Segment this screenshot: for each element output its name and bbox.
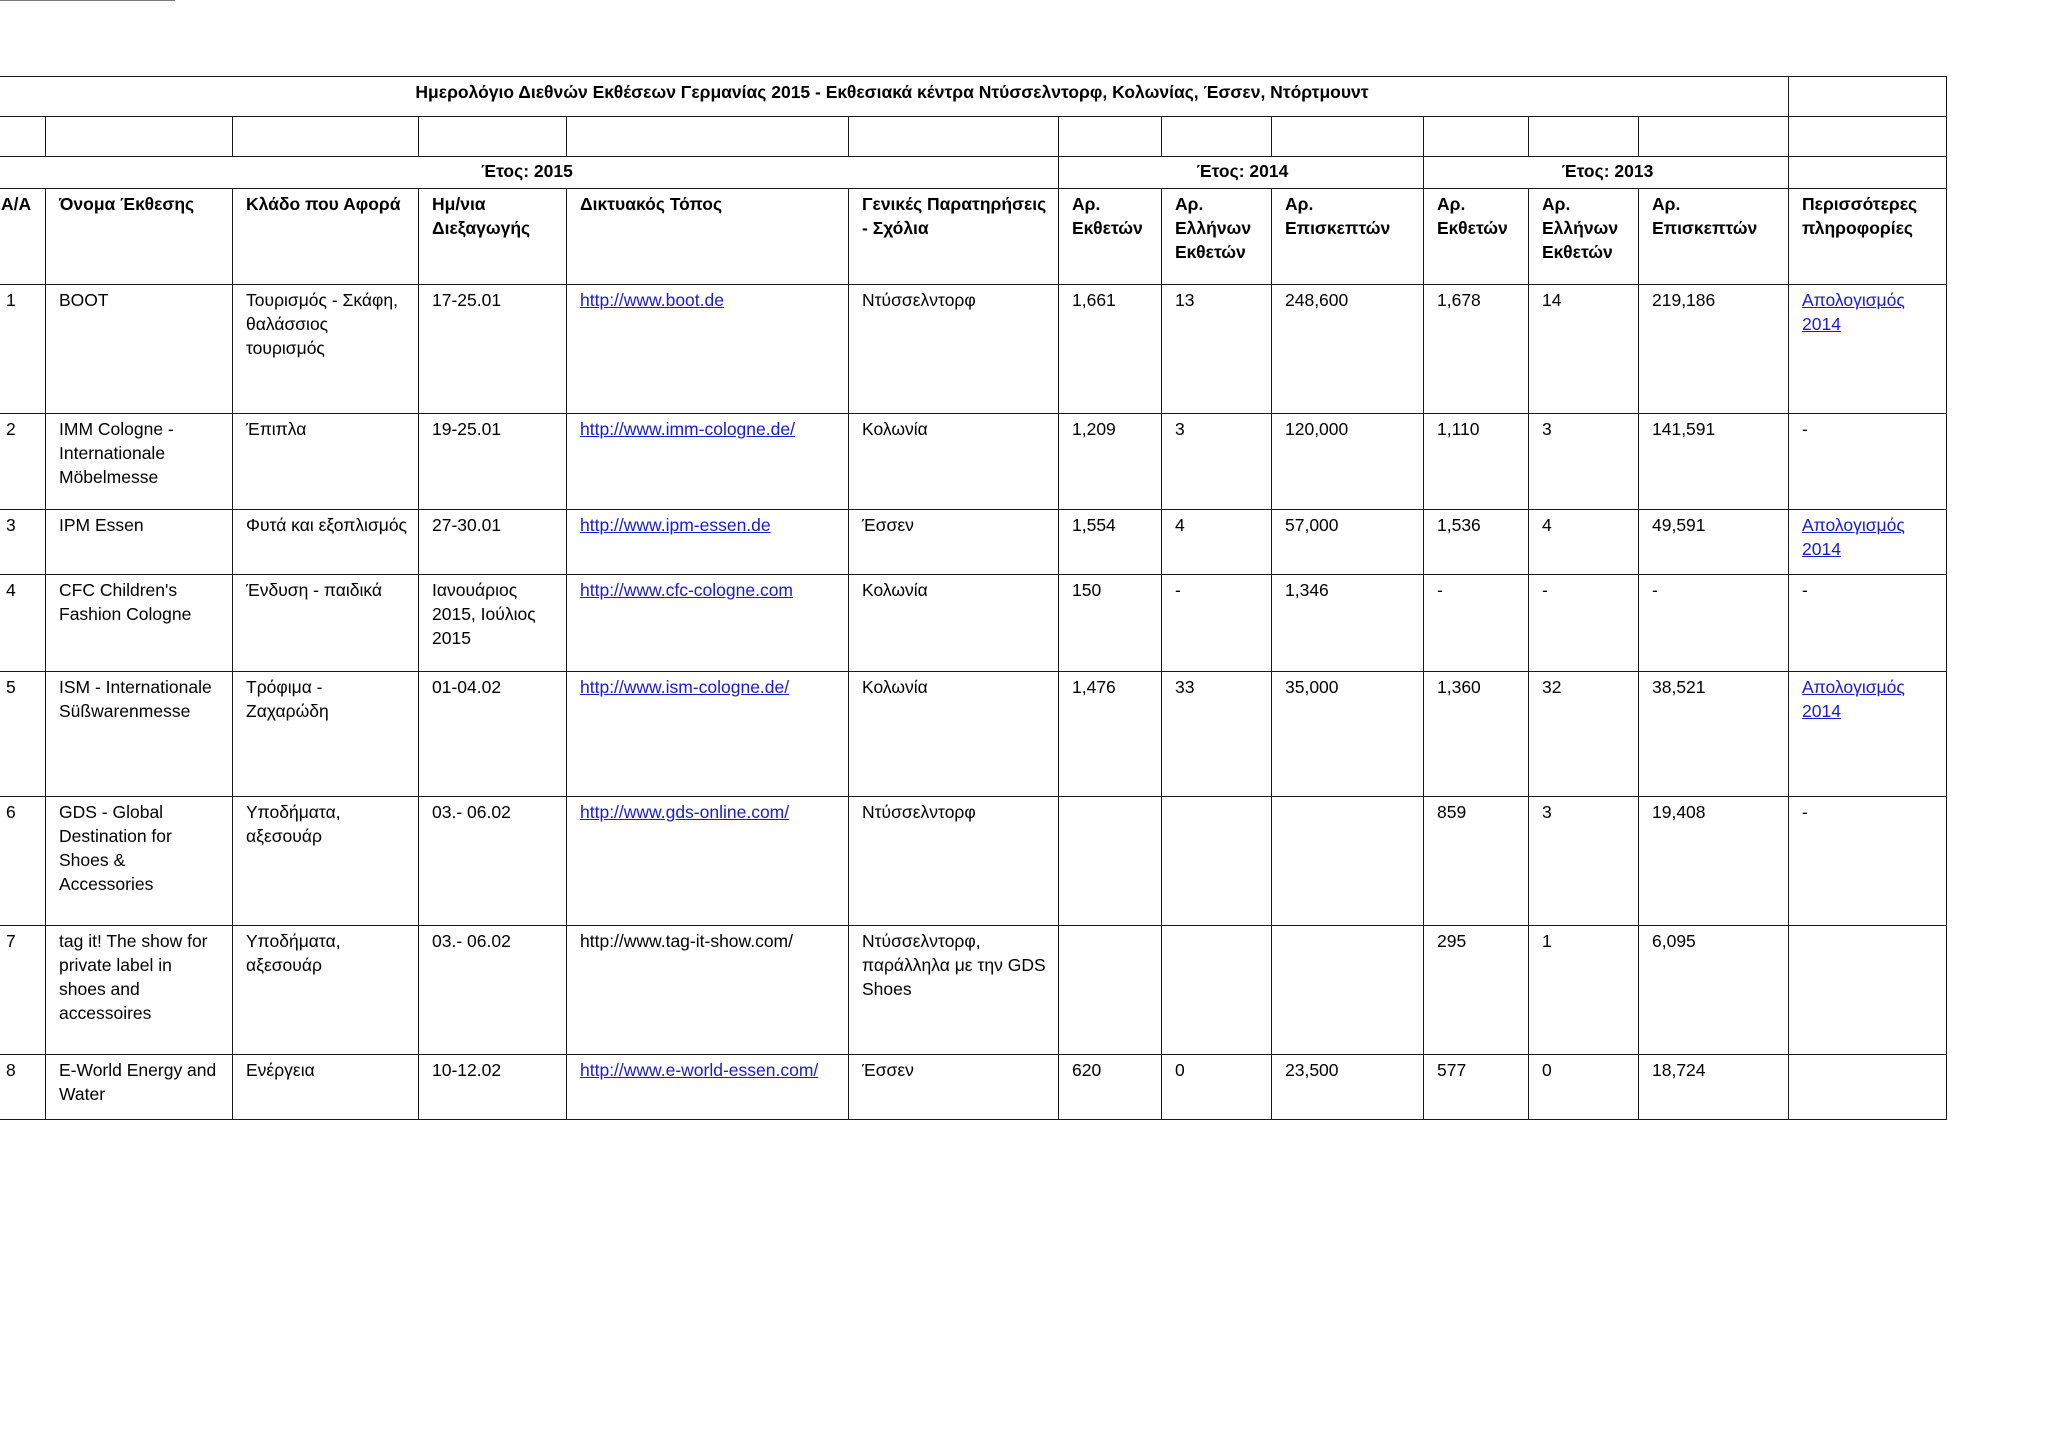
website-link[interactable]: http://www.ipm-essen.de	[580, 515, 771, 535]
greek-exhibitors-2013: 1	[1529, 926, 1639, 1055]
header-sector: Κλάδο που Αφορά	[233, 189, 419, 285]
greek-exhibitors-2014: 0	[1162, 1055, 1272, 1120]
table-row	[0, 510, 1947, 575]
header-row	[0, 189, 1947, 285]
blank-row	[0, 117, 1947, 157]
greek-exhibitors-2013: 32	[1529, 672, 1639, 797]
more-info	[1789, 926, 1947, 1055]
greek-exhibitors-2013: 3	[1529, 414, 1639, 510]
visitors-2014: 57,000	[1272, 510, 1424, 575]
header-notes: Γενικές Παρατηρήσεις - Σχόλια	[849, 189, 1059, 285]
more-info: -	[1789, 797, 1947, 926]
year-2015-header: Έτος: 2015	[0, 157, 1059, 189]
visitors-2013: 6,095	[1639, 926, 1789, 1055]
exhibitors-2013: -	[1424, 575, 1529, 672]
visitors-2013: 19,408	[1639, 797, 1789, 926]
visitors-2014	[1272, 797, 1424, 926]
website-link[interactable]: http://www.e-world-essen.com/	[580, 1060, 819, 1080]
website-cell	[567, 510, 849, 575]
greek-exhibitors-2014	[1162, 926, 1272, 1055]
header-date: Ημ/νια Διεξαγωγής	[419, 189, 567, 285]
greek-exhibitors-2013: -	[1529, 575, 1639, 672]
exhibition-name: ISM - Internationale Süßwarenmesse	[46, 672, 233, 797]
website-link[interactable]: http://www.gds-online.com/	[580, 802, 790, 822]
sector: Ένδυση - παιδικά	[233, 575, 419, 672]
header-greek-exhibitors-2013: Αρ. Ελλήνων Εκθετών	[1529, 189, 1639, 285]
empty-cell	[1789, 157, 1947, 189]
empty-cell	[849, 117, 1059, 157]
exhibitors-2013: 1,360	[1424, 672, 1529, 797]
table-row	[0, 575, 1947, 672]
table-row	[0, 414, 1947, 510]
exhibitors-2014	[1059, 926, 1162, 1055]
table-row	[0, 926, 1947, 1055]
website-cell	[567, 575, 849, 672]
sector: Υποδήματα, αξεσουάρ	[233, 797, 419, 926]
exhibition-name: IMM Cologne - Internationale Möbelmesse	[46, 414, 233, 510]
more-info-cell	[1789, 510, 1947, 575]
sector: Ενέργεια	[233, 1055, 419, 1120]
sector: Τρόφιμα - Ζαχαρώδη	[233, 672, 419, 797]
visitors-2013: 49,591	[1639, 510, 1789, 575]
table-row	[0, 285, 1947, 414]
empty-cell	[46, 117, 233, 157]
exhibitors-2014	[1059, 797, 1162, 926]
empty-cell	[1162, 117, 1272, 157]
dates: 01-04.02	[419, 672, 567, 797]
table-row	[0, 797, 1947, 926]
empty-cell	[233, 117, 419, 157]
row-number: 3	[0, 510, 46, 575]
exhibition-name: BOOT	[46, 285, 233, 414]
visitors-2014: 35,000	[1272, 672, 1424, 797]
website-link[interactable]: http://www.ism-cologne.de/	[580, 677, 790, 697]
header-exhibitors-2013: Αρ. Εκθετών	[1424, 189, 1529, 285]
exhibitions-table	[0, 76, 1947, 1120]
exhibitors-2014: 1,661	[1059, 285, 1162, 414]
empty-cell	[1529, 117, 1639, 157]
row-number: 7	[0, 926, 46, 1055]
empty-cell	[1789, 77, 1947, 117]
exhibitors-2013: 1,110	[1424, 414, 1529, 510]
year-row	[0, 157, 1947, 189]
report-link[interactable]: Απολογισμός 2014	[1802, 677, 1905, 721]
empty-cell	[1639, 117, 1789, 157]
visitors-2014: 23,500	[1272, 1055, 1424, 1120]
notes: Ντύσσελντορφ	[849, 797, 1059, 926]
notes: Ντύσσελντορφ	[849, 285, 1059, 414]
empty-cell	[567, 117, 849, 157]
year-2014-header: Έτος: 2014	[1059, 157, 1424, 189]
top-rule	[0, 0, 175, 2]
visitors-2013: 141,591	[1639, 414, 1789, 510]
empty-cell	[1272, 117, 1424, 157]
exhibitors-2013: 1,536	[1424, 510, 1529, 575]
exhibition-name: tag it! The show for private label in shoes and accessoires	[46, 926, 233, 1055]
report-link[interactable]: Απολογισμός 2014	[1802, 515, 1905, 559]
header-visitors-2014: Αρ. Επισκεπτών	[1272, 189, 1424, 285]
greek-exhibitors-2014: -	[1162, 575, 1272, 672]
empty-cell	[419, 117, 567, 157]
dates: 03.- 06.02	[419, 797, 567, 926]
empty-cell	[1789, 117, 1947, 157]
table-title: Ημερολόγιο Διεθνών Εκθέσεων Γερμανίας 2015 - Εκθεσιακά κέντρα Ντύσσελντορφ, Κολωνίας, Έσσεν, Ντόρτμουντ	[0, 77, 1789, 117]
visitors-2013: -	[1639, 575, 1789, 672]
header-aa: Α/Α	[0, 189, 46, 285]
dates: 17-25.01	[419, 285, 567, 414]
visitors-2014: 1,346	[1272, 575, 1424, 672]
header-name: Όνομα Έκθεσης	[46, 189, 233, 285]
table-row	[0, 1055, 1947, 1120]
title-row	[0, 77, 1947, 117]
visitors-2014: 120,000	[1272, 414, 1424, 510]
exhibitors-2014: 1,476	[1059, 672, 1162, 797]
greek-exhibitors-2014: 33	[1162, 672, 1272, 797]
row-number: 6	[0, 797, 46, 926]
header-more-info: Περισσότερες πληροφορίες	[1789, 189, 1947, 285]
greek-exhibitors-2013: 14	[1529, 285, 1639, 414]
empty-cell	[1424, 117, 1529, 157]
year-2013-header: Έτος: 2013	[1424, 157, 1789, 189]
more-info: -	[1789, 575, 1947, 672]
sector: Φυτά και εξοπλισμός	[233, 510, 419, 575]
visitors-2013: 38,521	[1639, 672, 1789, 797]
exhibition-name: CFC Children's Fashion Cologne	[46, 575, 233, 672]
empty-cell	[1059, 117, 1162, 157]
row-number: 8	[0, 1055, 46, 1120]
greek-exhibitors-2013: 3	[1529, 797, 1639, 926]
exhibitors-2014: 1,554	[1059, 510, 1162, 575]
visitors-2013: 18,724	[1639, 1055, 1789, 1120]
website-cell	[567, 797, 849, 926]
exhibition-name: GDS - Global Destination for Shoes & Accessories	[46, 797, 233, 926]
header-greek-exhibitors-2014: Αρ. Ελλήνων Εκθετών	[1162, 189, 1272, 285]
more-info-cell	[1789, 285, 1947, 414]
exhibitors-2014: 620	[1059, 1055, 1162, 1120]
greek-exhibitors-2013: 0	[1529, 1055, 1639, 1120]
spreadsheet	[0, 76, 1947, 1120]
empty-cell	[0, 117, 46, 157]
dates: 27-30.01	[419, 510, 567, 575]
website-link[interactable]: http://www.cfc-cologne.com	[580, 580, 793, 600]
exhibitors-2013: 295	[1424, 926, 1529, 1055]
header-exhibitors-2014: Αρ. Εκθετών	[1059, 189, 1162, 285]
greek-exhibitors-2014	[1162, 797, 1272, 926]
notes: Έσσεν	[849, 510, 1059, 575]
website-text: http://www.tag-it-show.com/	[567, 926, 849, 1055]
sector: Τουρισμός - Σκάφη, θαλάσσιος τουρισμός	[233, 285, 419, 414]
notes: Κολωνία	[849, 672, 1059, 797]
more-info	[1789, 1055, 1947, 1120]
dates: 10-12.02	[419, 1055, 567, 1120]
exhibition-name: E-World Energy and Water	[46, 1055, 233, 1120]
more-info: -	[1789, 414, 1947, 510]
website-cell	[567, 1055, 849, 1120]
notes: Ντύσσελντορφ, παράλληλα με την GDS Shoes	[849, 926, 1059, 1055]
row-number: 5	[0, 672, 46, 797]
report-link[interactable]: Απολογισμός 2014	[1802, 290, 1905, 334]
exhibitors-2013: 577	[1424, 1055, 1529, 1120]
exhibitors-2013: 859	[1424, 797, 1529, 926]
header-visitors-2013: Αρ. Επισκεπτών	[1639, 189, 1789, 285]
visitors-2013: 219,186	[1639, 285, 1789, 414]
row-number: 2	[0, 414, 46, 510]
greek-exhibitors-2013: 4	[1529, 510, 1639, 575]
exhibitors-2013: 1,678	[1424, 285, 1529, 414]
greek-exhibitors-2014: 4	[1162, 510, 1272, 575]
visitors-2014: 248,600	[1272, 285, 1424, 414]
exhibition-name: IPM Essen	[46, 510, 233, 575]
exhibitors-2014: 150	[1059, 575, 1162, 672]
dates: 19-25.01	[419, 414, 567, 510]
website-link[interactable]: http://www.imm-cologne.de/	[580, 419, 795, 439]
website-cell	[567, 285, 849, 414]
sector: Υποδήματα, αξεσουάρ	[233, 926, 419, 1055]
visitors-2014	[1272, 926, 1424, 1055]
exhibitors-2014: 1,209	[1059, 414, 1162, 510]
dates: Ιανουάριος 2015, Ιούλιος 2015	[419, 575, 567, 672]
website-link[interactable]: http://www.boot.de	[580, 290, 724, 310]
notes: Έσσεν	[849, 1055, 1059, 1120]
row-number: 4	[0, 575, 46, 672]
header-site: Δικτυακός Τόπος	[567, 189, 849, 285]
table-row	[0, 672, 1947, 797]
dates: 03.- 06.02	[419, 926, 567, 1055]
notes: Κολωνία	[849, 414, 1059, 510]
sector: Έπιπλα	[233, 414, 419, 510]
row-number: 1	[0, 285, 46, 414]
greek-exhibitors-2014: 13	[1162, 285, 1272, 414]
notes: Κολωνία	[849, 575, 1059, 672]
greek-exhibitors-2014: 3	[1162, 414, 1272, 510]
website-cell	[567, 414, 849, 510]
more-info-cell	[1789, 672, 1947, 797]
website-cell	[567, 672, 849, 797]
